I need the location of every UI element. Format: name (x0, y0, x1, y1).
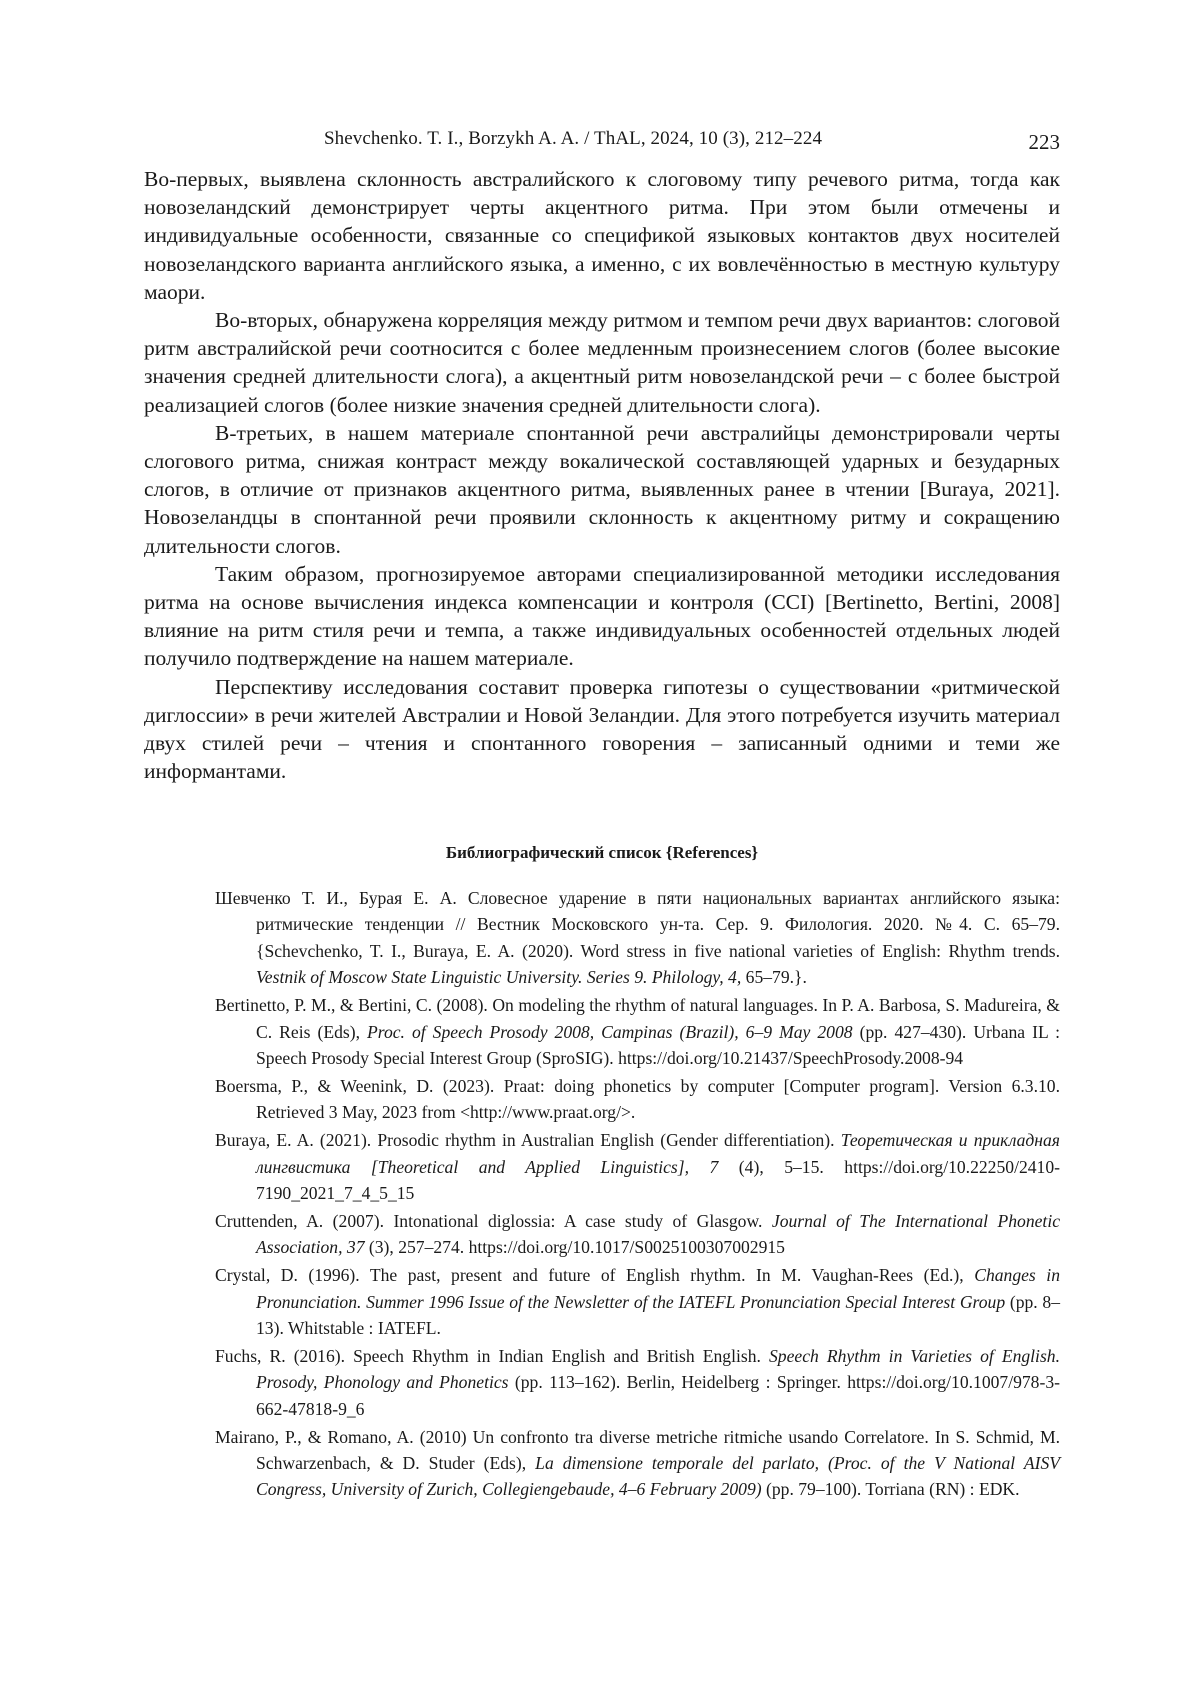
paragraph-conclusion: Таким образом, прогнозируемое авторами специализированной методики исследования ритма на основе вычисления индекса компенсации и контроля (CCI) [Bertinetto, Bertini, 2008] влияние на ритм стиля речи и темпа, а также индивидуальных особенностей отдельных людей получило подтверждение на нашем материале. (144, 560, 1060, 673)
journal-page (0, 0, 1200, 1697)
reference-item: Mairano, P., & Romano, A. (2010) Un confronto tra diverse metriche ritmiche usando Correlatore. In S. Schmid, M. Schwarzenbach, & D. Studer (Eds), La dimensione temporale del parlato, (Proc. of the V National AISV Congress, University of Zurich, Collegiengebaude, 4–6 February 2009) (pp. 79–100). Torriana (RN) : EDK. (215, 1424, 1060, 1503)
running-title: Shevchenko. T. I., Borzykh A. A. / ThAL, 2024, 10 (3), 212–224 (324, 128, 822, 150)
reference-item: Cruttenden, A. (2007). Intonational diglossia: A case study of Glasgow. Journal of The International Phonetic Association, 37 (3), 257–274. https://doi.org/10.1017/S0025100307002915 (215, 1208, 1060, 1261)
reference-item: Boersma, P., & Weenink, D. (2023). Praat: doing phonetics by computer [Computer program]. Version 6.3.10. Retrieved 3 May, 2023 from <http://www.praat.org/>. (215, 1073, 1060, 1126)
page-number: 223 (1029, 130, 1061, 155)
reference-item: Шевченко Т. И., Бурая Е. А. Словесное ударение в пяти национальных вариантах английского языка: ритмические тенденции // Вестник Московского ун-та. Сер. 9. Филология. 2020. №4. С. 65–79. {Schevchenko, T. I., Buraya, E. A. (2020). Word stress in five national varieties of English: Rhythm trends. Vestnik of Moscow State Linguistic University. Series 9. Philology, 4, 65–79.}. (215, 885, 1060, 991)
references-list (215, 885, 1060, 1504)
paragraph-firstly: Во-первых, выявлена склонность австралийского к слоговому типу речевого ритма, тогда как новозеландский демонстрирует черты акцентного ритма. При этом были отмечены и индивидуальные особенности, связанные со спецификой языковых контактов двух носителей новозеландского варианта английского языка, а именно, с их вовлечённостью в местную культуру маори. (144, 165, 1060, 306)
reference-item: Fuchs, R. (2016). Speech Rhythm in Indian English and British English. Speech Rhythm in Varieties of English. Prosody, Phonology and Phonetics (pp. 113–162). Berlin, Heidelberg : Springer. https://doi.org/10.1007/978-3-662-47818-9_6 (215, 1343, 1060, 1422)
references-heading: Библиографический список {References} (144, 843, 1060, 863)
reference-item: Bertinetto, P. M., & Bertini, C. (2008). On modeling the rhythm of natural languages. In P. A. Barbosa, S. Madureira, & C. Reis (Eds), Proc. of Speech Prosody 2008, Campinas (Brazil), 6–9 May 2008 (pp. 427–430). Urbana IL : Speech Prosody Special Interest Group (SproSIG). https://doi.org/10.21437/SpeechProsody.2008-94 (215, 992, 1060, 1071)
body-text (144, 165, 1060, 785)
reference-item: Crystal, D. (1996). The past, present and future of English rhythm. In M. Vaughan-Rees (Ed.), Changes in Pronunciation. Summer 1996 Issue of the Newsletter of the IATEFL Pronunciation Special Interest Group (pp. 8–13). Whitstable : IATEFL. (215, 1262, 1060, 1341)
paragraph-thirdly: В-третьих, в нашем материале спонтанной речи австралийцы демонстрировали черты слогового ритма, снижая контраст между вокалической составляющей ударных и безударных слогов, в отличие от признаков акцентного ритма, выявленных ранее в чтении [Buraya, 2021]. Новозеландцы в спонтанной речи проявили склонность к акцентному ритму и сокращению длительности слогов. (144, 419, 1060, 560)
running-head (144, 124, 1060, 152)
paragraph-secondly: Во-вторых, обнаружена корреляция между ритмом и темпом речи двух вариантов: слоговой ритм австралийской речи соотносится с более медленным произнесением слогов (более высокие значения средней длительности слога), а акцентный ритм новозеландской речи – с более быстрой реализацией слогов (более низкие значения средней длительности слога). (144, 306, 1060, 419)
reference-item: Buraya, E. A. (2021). Prosodic rhythm in Australian English (Gender differentiation). Теоретическая и прикладная лингвистика [Theoretical and Applied Linguistics], 7 (4), 5–15. https://doi.org/10.22250/2410-7190_2021_7_4_5_15 (215, 1127, 1060, 1206)
paragraph-perspective: Перспективу исследования составит проверка гипотезы о существовании «ритмической диглоссии» в речи жителей Австралии и Новой Зеландии. Для этого потребуется изучить материал двух стилей речи – чтения и спонтанного говорения – записанный одними и теми же информантами. (144, 673, 1060, 786)
